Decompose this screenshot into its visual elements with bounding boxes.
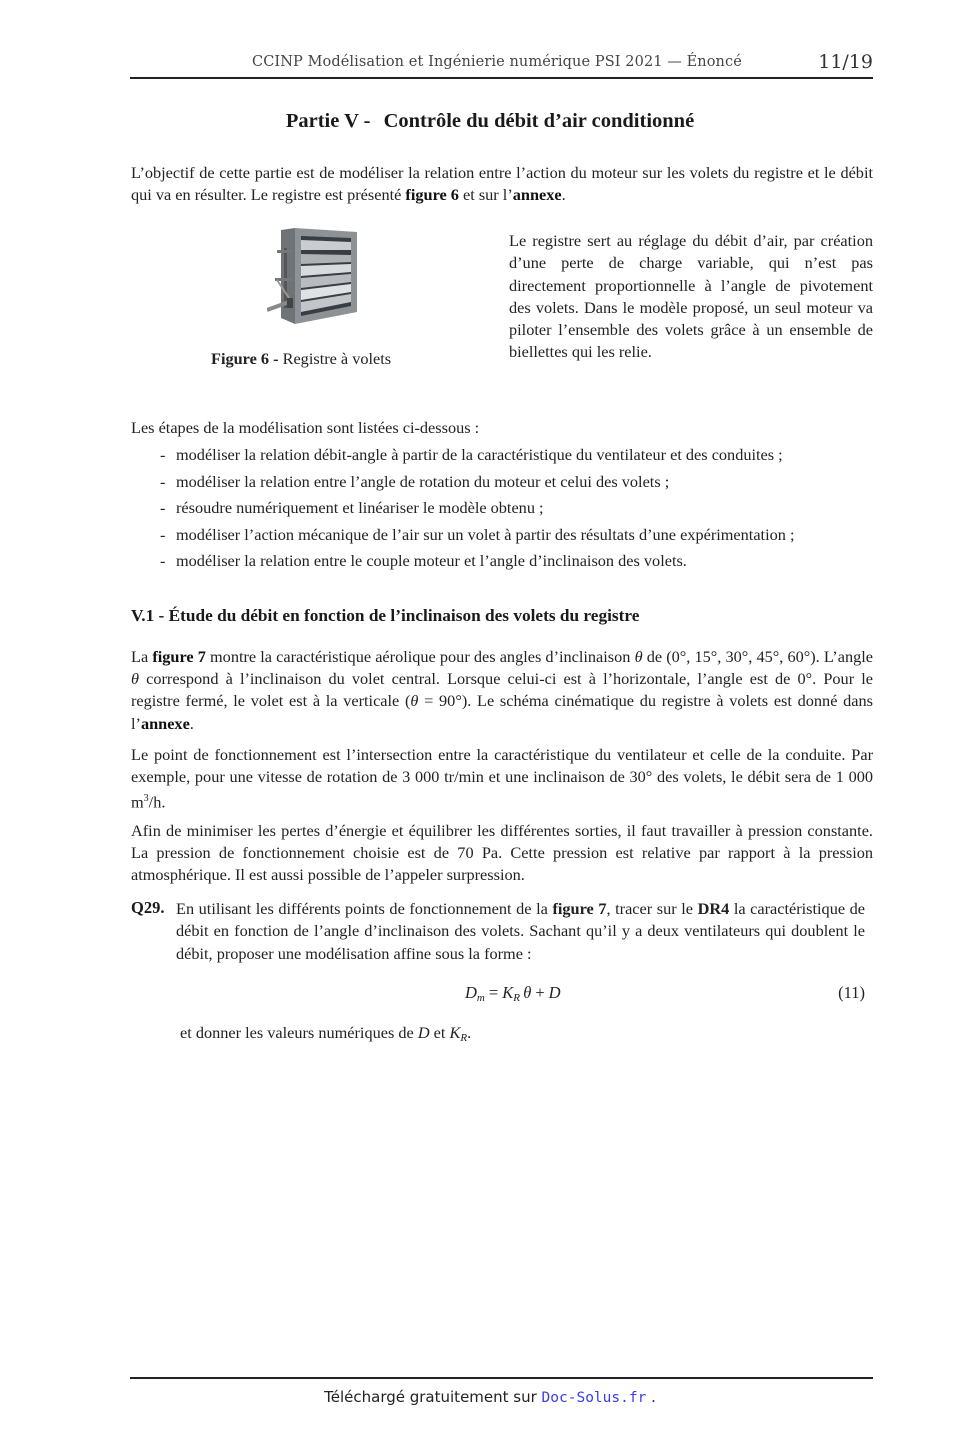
question-tail: et donner les valeurs numériques de D et $K_R$. [180, 1023, 472, 1044]
intro-text: et sur l’ [458, 185, 513, 205]
pressure-paragraph: Afin de minimiser les pertes d’énergie et équilibrer les différentes sorties, il faut travailler à pression constante. La pression de fonctionnement choisie est de 70 Pa. Cette pression est relative par rapport à la pression atmosphérique. Il est aussi possible de l’appeler surpression. [131, 821, 873, 885]
list-item: - modéliser la relation entre le couple moteur et l’angle d’inclinaison des volets. [160, 551, 687, 571]
figure-7-paragraph: La figure 7 montre la caractéristique aérolique pour des angles d’inclinaison θ de (0°, 15°, 30°, 45°, 60°). L’angle θ correspond à l’inclinaison du volet central. Lorsque celui-ci est à l’horizontale, l’angle est de 0°. Pour le registre fermé, le volet est à la verticale (θ = 90°). Le schéma cinématique du registre à volets est donné dans l’annexe. [131, 647, 873, 733]
figure-7-ref: figure 7 [152, 647, 206, 666]
modeling-steps-list [160, 445, 794, 578]
damper-register-photo-icon [267, 228, 359, 328]
page-header [130, 51, 873, 78]
part-title [0, 110, 980, 133]
operating-point-paragraph: Le point de fonctionnement est l’intersection entre la caractéristique du ventilateur et celle de la conduite. Par exemple, pour une vitesse de rotation de 3 000 tr/min et une inclinaison de 30° des volets, le débit sera de 1 000 $m^3/h$. [131, 745, 873, 812]
intro-text: L’objectif de cette partie est de modéliser la relation entre l’action du moteur sur les volets du registre et le débit qui va en résulter. Le registre est présenté [131, 163, 873, 205]
dr4-ref: DR4 [697, 899, 730, 918]
section-title: V.1 - Étude du débit en fonction de l’inclinaison des volets du registre [131, 606, 640, 625]
doc-solus-link[interactable]: Doc-Solus.fr [541, 1390, 647, 1406]
equation-number: (11) [838, 983, 865, 1002]
steps-intro: Les étapes de la modélisation sont listées ci-dessous : [131, 418, 480, 437]
header-divider [130, 77, 873, 79]
part-title-text: Contrôle du débit d’air conditionné [383, 110, 695, 132]
question-label: Q29. [131, 898, 165, 917]
figure-caption-text: Registre à volets [278, 349, 392, 368]
figure-7-ref: figure 7 [552, 899, 607, 918]
page-footer: Téléchargé gratuitement sur Doc-Solus.fr . [324, 1388, 656, 1406]
list-item: - modéliser la relation débit-angle à partir de la caractéristique du ventilateur et des conduites ; [160, 445, 783, 464]
figure-6-ref: figure 6 [405, 185, 459, 205]
intro-paragraph [131, 162, 873, 206]
question-body: En utilisant les différents points de fonctionnement de la figure 7, tracer sur le DR4 la caractéristique de débit en fonction de l’angle d’inclinaison des volets. Sachant qu’il y a deux ventilateurs qui doublent le débit, proposer une modélisation affine sous la forme : [176, 899, 866, 963]
figure-6-caption [211, 349, 431, 369]
register-description: Le registre sert au réglage du débit d’air, par création d’une perte de charge variable, qui n’est pas directement proportionnelle à l’angle de pivotement des volets. Dans le modèle proposé, un seul moteur va piloter l’ensemble des volets grâce à un ensemble de biellettes qui les relie. [509, 231, 873, 362]
intro-text: . [561, 185, 566, 205]
part-number: Partie V - [285, 110, 371, 132]
list-item: - modéliser l’action mécanique de l’air sur un volet à partir des résultats d’une expérimentation ; [160, 524, 795, 544]
annexe-ref: annexe [140, 713, 190, 733]
header-title: CCINP Modélisation et Ingénierie numérique PSI 2021 — Énoncé [252, 54, 742, 70]
annexe-ref: annexe [512, 185, 562, 205]
list-item: - résoudre numériquement et linéariser le modèle obtenu ; [160, 498, 544, 518]
footer-divider [130, 1377, 873, 1379]
equation-11: $D_m = K_R$ θ + D [465, 983, 561, 1004]
figure-label: Figure 6 - [211, 349, 279, 368]
page-number: 11/19 [818, 51, 873, 73]
list-item: - modéliser la relation entre l’angle de rotation du moteur et celui des volets ; [160, 471, 670, 491]
